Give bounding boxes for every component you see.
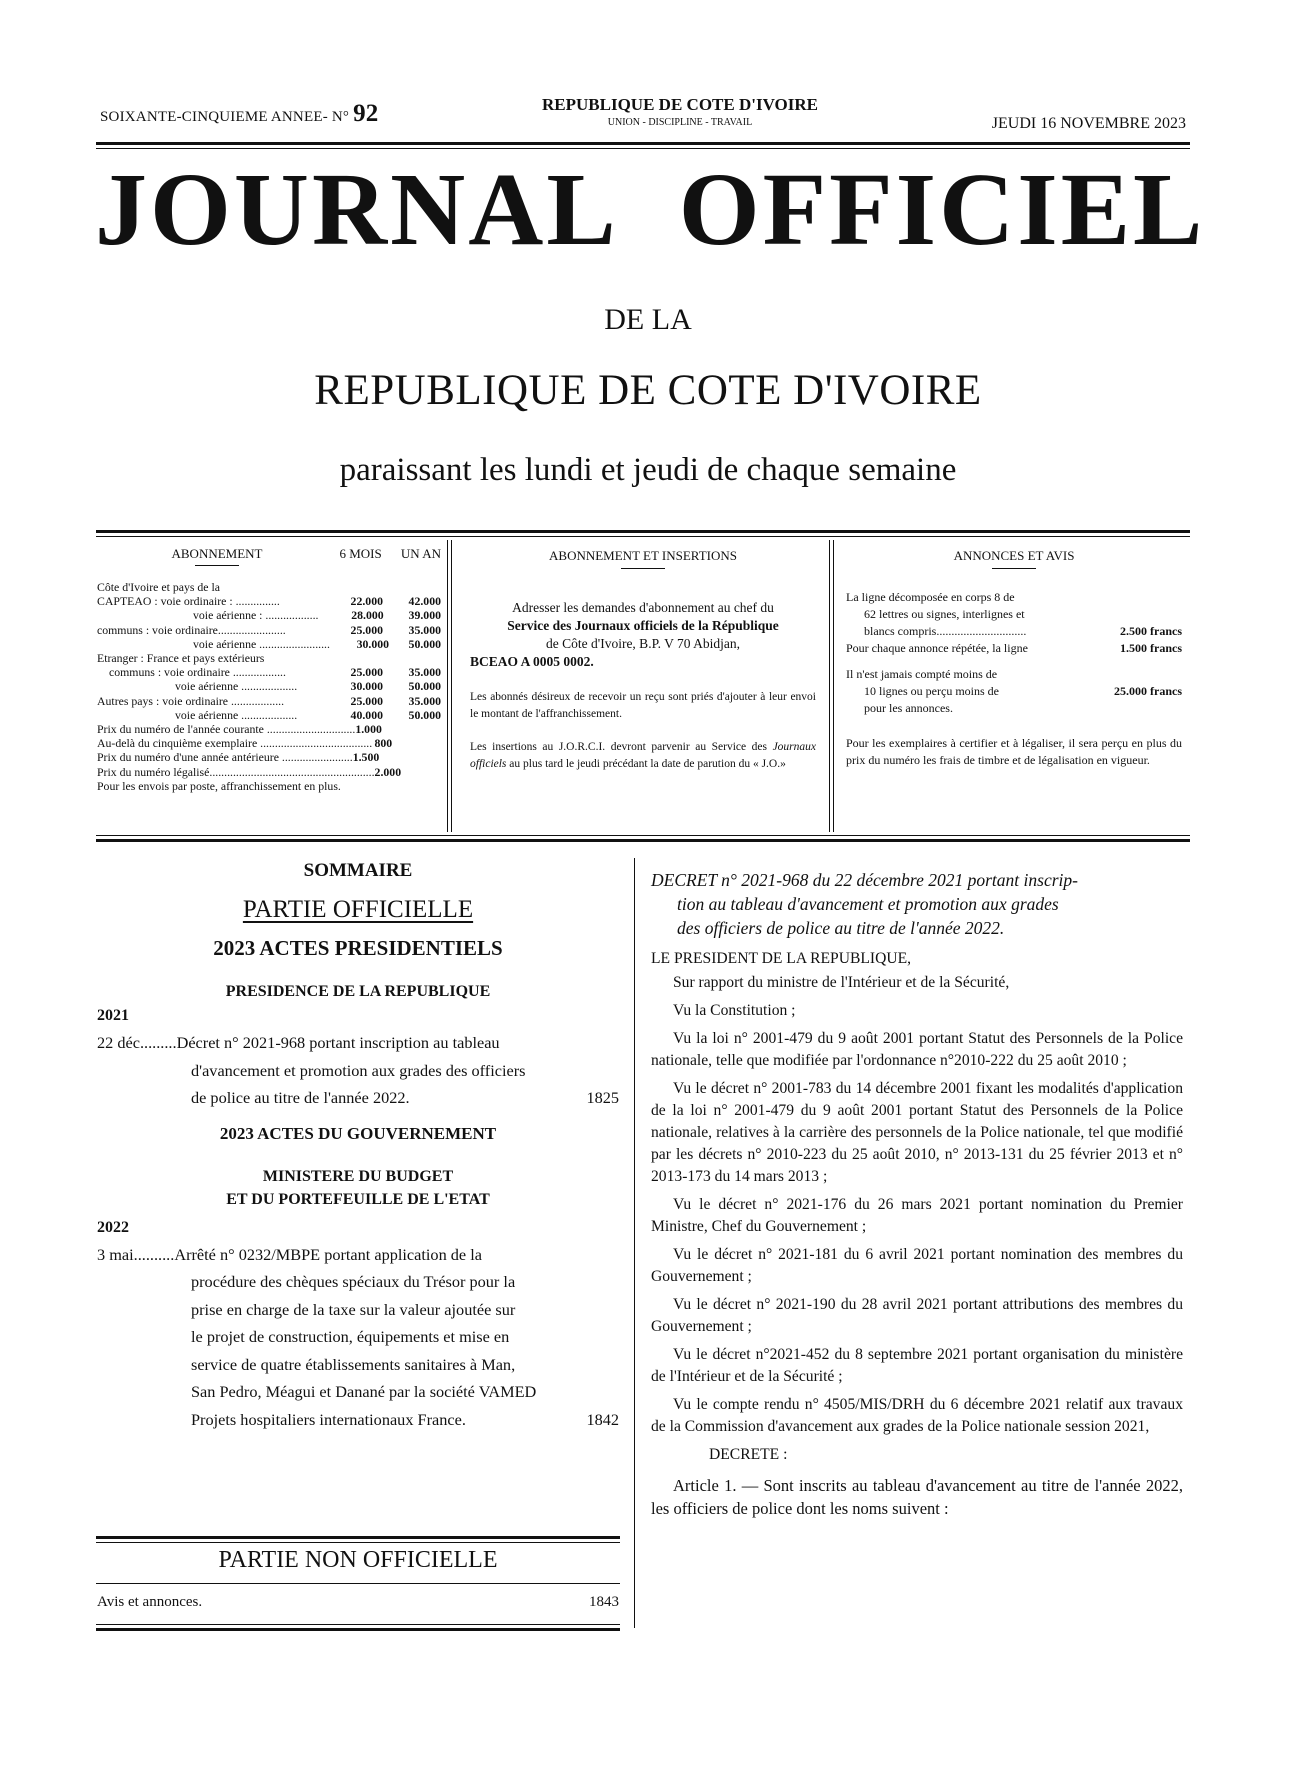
sommaire-end-rule-thin (96, 1624, 620, 1625)
non-officielle-rule-top (96, 1536, 620, 1539)
box-divider-2 (829, 540, 830, 832)
insertions-deadline: Les insertions au J.O.R.C.I. devront parvenir au Service des Journaux officiels au plus tard le jeudi précédant la date de parution du « J.O.» (470, 741, 817, 770)
decree-decrete: DECRETE : (709, 1446, 788, 1463)
subscription-row: voie aérienne : .................. 28.000 39.000 (193, 608, 441, 623)
price-row: Prix du numéro de l'année courante .............................. 1.000 (97, 722, 382, 737)
presidence: PRESIDENCE DE LA REPUBLIQUE (225, 983, 491, 1000)
price-row: Prix du numéro légalisé........................................................ 2.000 (97, 764, 402, 779)
year-label: SOIXANTE-CINQUIEME ANNEE- N° (100, 109, 350, 125)
decree-president: LE PRESIDENT DE LA REPUBLIQUE, (651, 950, 912, 967)
decree-paragraph: Vu le décret n° 2021-190 du 28 avril 2021 portant attributions des membres du Gouvernement ; (651, 1296, 1183, 1335)
box-bottom-rule-thin (96, 835, 1190, 836)
header-rule-thin (96, 148, 1190, 149)
subscription-row: voie aérienne ................... 30.000 50.000 (175, 679, 441, 694)
annonces-block (846, 548, 1182, 769)
actes-gouvernement: 2023 ACTES DU GOUVERNEMENT (219, 1123, 497, 1143)
decree-body (651, 972, 1183, 1438)
header-motto: UNION - DISCIPLINE - TRAVAIL (607, 117, 753, 128)
annonces-rates: La ligne décomposée en corps 8 de 62 lettres ou signes, interlignes et blancs compris.............................. 2.500 francs Pour chaque annonce répétée, la ligne 1.500 francs Il n'est jamais compté moins de 10 lignes ou perçu moins de 25.000 francs pour les annonces. Pour les exemplaires à certifier et à légaliser, il sera perçu en plus du prix du numéro les frais de timbre et de légalisation en vigueur. (846, 590, 1182, 767)
sommaire-end-rule (96, 1628, 620, 1631)
page-1825: 1825 (586, 1088, 619, 1107)
ministere-l1: MINISTERE DU BUDGET (262, 1167, 454, 1185)
decree-paragraph: Vu le décret n° 2021-181 du 6 avril 2021 portant nomination des membres du Gouvernement ; (651, 1246, 1183, 1285)
annonces-title: ANNONCES ET AVIS (953, 548, 1075, 563)
subscription-intro: Côte d'Ivoire et pays de la (97, 580, 221, 594)
insertions-block (470, 548, 816, 773)
box-divider-2b (833, 540, 834, 832)
box-top-rule-thin (96, 536, 1190, 537)
insertions-title: ABONNEMENT ET INSERTIONS (549, 548, 737, 563)
page-1842: 1842 (586, 1409, 619, 1429)
sommaire-title: SOMMAIRE (303, 860, 413, 881)
box-bottom-rule (96, 839, 1190, 842)
year-2022: 2022 (97, 1218, 129, 1236)
page-1843: 1843 (589, 1594, 619, 1610)
masthead-republic: REPUBLIQUE DE COTE D'IVOIRE (314, 367, 982, 414)
decree-paragraph: Vu la loi n° 2001-479 du 9 août 2001 portant Statut des Personnels de la Police nationale, telle que modifiée par l'ordonnance n°2010-222 du 25 août 2010 ; (651, 1030, 1183, 1069)
column-divider (634, 858, 635, 1628)
subscription-rows (97, 580, 441, 793)
year-2021: 2021 (97, 1007, 129, 1024)
issue-label (100, 100, 378, 128)
price-min: 25.000 francs (1114, 684, 1182, 698)
decree-title: DECRET n° 2021-968 du 22 décembre 2021 portant inscrip- tion au tableau d'avancement et promotion aux grades des officiers de police au titre de l'année 2022. (651, 870, 1078, 938)
decree-paragraph: Vu le décret n°2021-452 du 8 septembre 2021 portant organisation du ministère de l'Intérieur et de la Sécurité ; (651, 1346, 1183, 1385)
subscription-row: CAPTEAO : voie ordinaire : ............... 22.000 42.000 (97, 594, 441, 609)
price-row: Au-delà du cinquième exemplaire ...................................... 800 (97, 736, 393, 751)
price-repeat: 1.500 francs (1120, 641, 1182, 655)
partie-non-officielle: PARTIE NON OFFICIELLE (218, 1547, 498, 1573)
partie-officielle: PARTIE OFFICIELLE (242, 896, 474, 923)
insertions-address: Adresser les demandes d'abonnement au chef du Service des Journaux officiels de la République de Côte d'Ivoire, B.P. V 70 Abidjan, BCEAO A 0005 0002. (470, 600, 779, 669)
price-row: Prix du numéro d'une année antérieure ........................ 1.500 (97, 750, 380, 765)
decree-article-1: Article 1. — Sont inscrits au tableau d'avancement au titre de l'année 2022, les officiers de police dont les noms suivent : (651, 1476, 1183, 1518)
header-republic-name: REPUBLIQUE DE COTE D'IVOIRE (542, 95, 818, 114)
avis-entry: Avis et annonces. 1843 (97, 1594, 619, 1610)
publication-frequency: paraissant les lundi et jeudi de chaque semaine (339, 452, 957, 488)
masthead-title (95, 152, 1206, 267)
sommaire (97, 860, 619, 1433)
col-6mois: 6 MOIS (339, 546, 382, 561)
decree (651, 868, 1183, 1520)
subscription-row: Etranger : France et pays extérieurs (97, 651, 265, 666)
box-divider-1 (447, 540, 448, 832)
box-top-rule (96, 530, 1190, 533)
decree-paragraph: Vu le compte rendu n° 4505/MIS/DRH du 6 décembre 2021 relatif aux travaux de la Commission d'avancement aux grades de la Police nationale session 2021, (651, 1396, 1183, 1435)
sommaire-entry-arrete: 3 mai..........Arrêté n° 0232/MBPE portant application de la procédure des chèques spéciaux du Trésor pour la prise en charge de la taxe sur la valeur ajoutée sur le projet de construction, équipements et mise en service de quatre établissements sanitaires à Man, San Pedro, Méagui et Danané par la société VAMED Projets hospitaliers internationaux France. 1842 (97, 1241, 619, 1434)
header-rule (96, 142, 1190, 145)
sommaire-entry-decret: 22 déc.........Décret n° 2021-968 portant inscription au tableau d'avancement et promotion aux grades des officiers de police au titre de l'année 2022. 1825 (97, 1029, 619, 1112)
box-divider-1b (451, 540, 452, 832)
subscription-table (97, 546, 441, 793)
subscription-footer: Pour les envois par poste, affranchissement en plus. (97, 778, 341, 793)
decree-paragraph: Vu le décret n° 2021-176 du 26 mars 2021 portant nomination du Premier Ministre, Chef du Gouvernement ; (651, 1196, 1183, 1235)
subscription-row: communs : voie ordinaire....................... 25.000 35.000 (97, 622, 441, 637)
issue-date: JEUDI 16 NOVEMBRE 2023 (991, 115, 1186, 132)
decree-paragraph: Vu la Constitution ; (673, 1002, 796, 1019)
subscription-row: voie aérienne ........................ 30.000 50.000 (193, 636, 441, 651)
header-republic (520, 95, 840, 128)
subscription-title: ABONNEMENT (171, 546, 263, 561)
non-officielle-rule-bottom (96, 1583, 620, 1584)
ministere-l2: ET DU PORTEFEUILLE DE L'ETAT (226, 1190, 490, 1208)
insertions-receipt: Les abonnés désireux de recevoir un reçu sont priés d'ajouter à leur envoi le montant de l'affranchissement. (470, 691, 816, 720)
non-officielle-rule-top-thin (96, 1542, 620, 1543)
masthead-word-journal: JOURNAL (95, 152, 619, 267)
annonces-legalisation: Pour les exemplaires à certifier et à légaliser, il sera perçu en plus du prix du numéro les frais de timbre et de légalisation en vigueur. (846, 736, 1182, 767)
issue-number: 92 (353, 100, 379, 127)
decree-paragraph: Sur rapport du ministre de l'Intérieur et de la Sécurité, (673, 974, 1010, 991)
masthead-de-la: DE LA (604, 303, 692, 336)
subscription-row: communs : voie ordinaire .................. 25.000 35.000 (109, 665, 441, 680)
subscription-row: voie aérienne ................... 40.000 50.000 (175, 707, 441, 722)
subscription-row: Autres pays : voie ordinaire .................. 25.000 35.000 (97, 693, 441, 708)
decree-paragraph: Vu le décret n° 2001-783 du 14 décembre 2001 fixant les modalités d'application de la loi n° 2001-479 du 9 août 2001 portant Statut des Personnels de la Police nationale, relatives à la carrière des personnels de la Police nationale, tel que modifié par les décrets n° 2010-223 du 25 août 2010, n° 2013-131 du 25 février 2013 et n° 2013-173 du 14 mars 2013 ; (651, 1080, 1183, 1185)
actes-presidentiels: 2023 ACTES PRESIDENTIELS (213, 936, 503, 960)
price-line: 2.500 francs (1120, 624, 1182, 638)
col-unan: UN AN (400, 546, 441, 561)
masthead-word-officiel: OFFICIEL (678, 152, 1206, 267)
